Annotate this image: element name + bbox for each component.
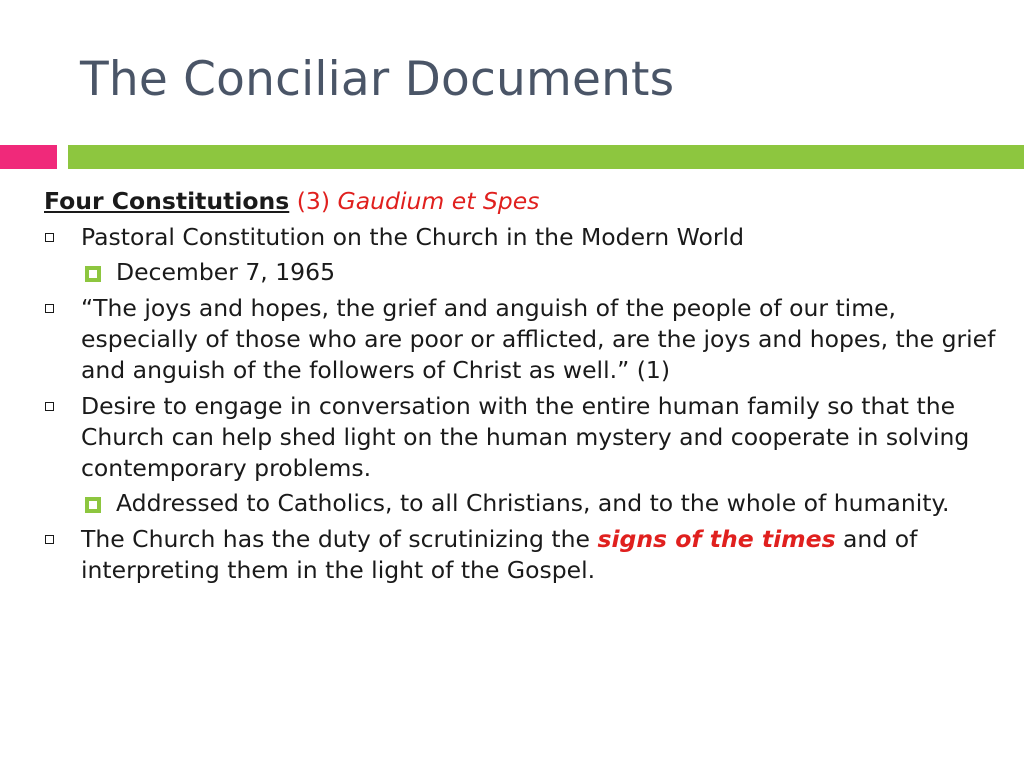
accent-bar-pink [0,145,57,169]
section-heading [44,186,1004,217]
heading-number: (3) [296,187,331,215]
green-square-bullet-icon [85,266,101,282]
square-bullet-icon [45,535,54,544]
square-bullet-icon [45,402,54,411]
list-item-text: Pastoral Constitution on the Church in the Modern World [81,223,744,251]
heading-document: Gaudium et Spes [337,187,540,215]
square-bullet-icon [45,233,54,242]
list-item [44,524,1004,586]
list-item-text-start: The Church has the duty of scrutinizing the [81,525,598,553]
list-item [44,222,1004,253]
sub-list-item [44,488,1004,519]
square-bullet-icon [45,304,54,313]
green-square-bullet-icon [85,497,101,513]
list-item [44,293,1004,386]
heading-bold: Four Constitutions [44,187,290,215]
list-item-text-end: and of interpreting them in the light of the Gospel. [81,525,918,584]
slide-title: The Conciliar Documents [80,52,675,107]
list-item-text: Desire to engage in conversation with the entire human family so that the Church can help shed light on the human mystery and cooperate in solving contemporary problems. [81,392,970,482]
emphasis-signs-of-the-times: signs of the times [597,525,836,553]
accent-bar-green [68,145,1024,169]
slide-body [44,186,1004,586]
list-item-text: Addressed to Catholics, to all Christians, and to the whole of humanity. [116,489,950,517]
list-item-text: “The joys and hopes, the grief and anguish of the people of our time, especially of those who are poor or afflicted, are the joys and hopes, the grief and anguish of the followers of Christ as well.” (1) [81,294,996,384]
sub-list-item [44,257,1004,288]
list-item-text: December 7, 1965 [116,258,336,286]
list-item [44,391,1004,484]
